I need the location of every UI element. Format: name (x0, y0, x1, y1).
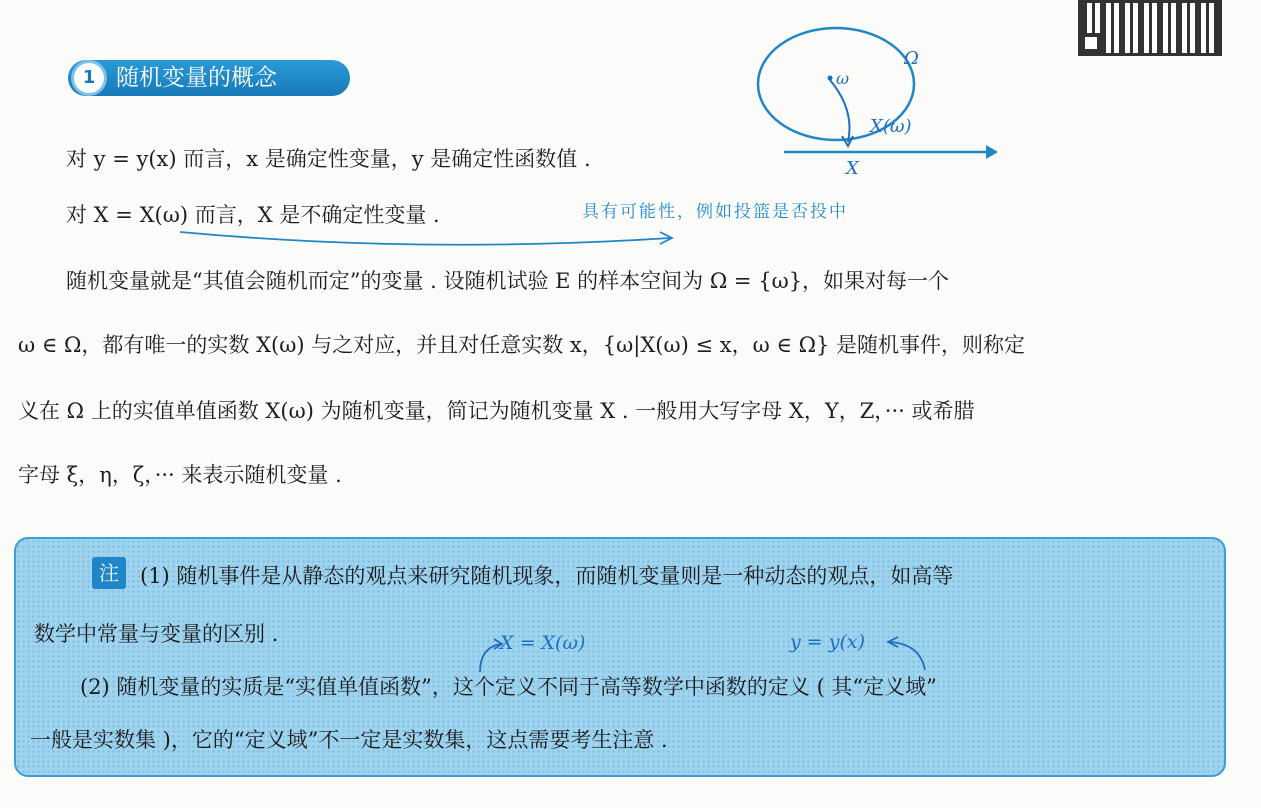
section-number: 1 (74, 63, 104, 93)
omega-point (828, 76, 833, 81)
note-hand-left: X = X(ω) (500, 632, 586, 654)
omega-big-label: Ω (904, 48, 919, 69)
note-line-3: (2) 随机变量的实质是“实值单值函数”，这个定义不同于高等数学中函数的定义 ( 其“定义域” (80, 675, 937, 699)
definition-line-3: 义在 Ω 上的实值单值函数 X(ω) 为随机变量，简记为随机变量 X . 一般用大写字母 X，Y，Z，··· 或希腊 (18, 399, 975, 423)
note-line-1: (1) 随机事件是从静态的观点来研究随机现象，而随机变量则是一种动态的观点，如高等 (140, 564, 954, 588)
mapping-label: X(ω) (870, 116, 912, 137)
note-hand-right: y = y(x) (790, 631, 866, 653)
mapping-diagram (740, 20, 1020, 180)
line-deterministic: 对 y = y(x) 而言，x 是确定性变量，y 是确定性函数值 . (66, 147, 591, 171)
line-random: 对 X = X(ω) 而言，X 是不确定性变量 . (66, 203, 440, 227)
definition-line-2: ω ∈ Ω，都有唯一的实数 X(ω) 与之对应，并且对任意实数 x，{ω|X(ω) ≤ x，ω ∈ Ω} 是随机事件，则称定 (18, 333, 1026, 357)
handwritten-note: 具有可能性，例如投篮是否投中 (582, 202, 848, 222)
section-header (68, 60, 350, 96)
section-title: 随机变量的概念 (116, 65, 277, 91)
hand-underline-arrow (170, 224, 690, 254)
axis-label: X (846, 158, 859, 179)
qr-code (1078, 0, 1222, 56)
real-axis-arrowhead (986, 145, 998, 159)
note-line-2: 数学中常量与变量的区别 . (34, 622, 279, 646)
definition-line-4: 字母 ξ，η，ζ，··· 来表示随机变量 . (18, 463, 342, 487)
note-line-4: 一般是实数集 )，它的“定义域”不一定是实数集，这点需要考生注意 . (30, 728, 668, 752)
note-tag: 注 (92, 557, 126, 589)
mapping-arrow (830, 80, 850, 142)
omega-point-label: ω (836, 69, 850, 88)
definition-line-1: 随机变量就是“其值会随机而定”的变量 . 设随机试验 E 的样本空间为 Ω = {ω}，如果对每一个 (66, 269, 950, 293)
